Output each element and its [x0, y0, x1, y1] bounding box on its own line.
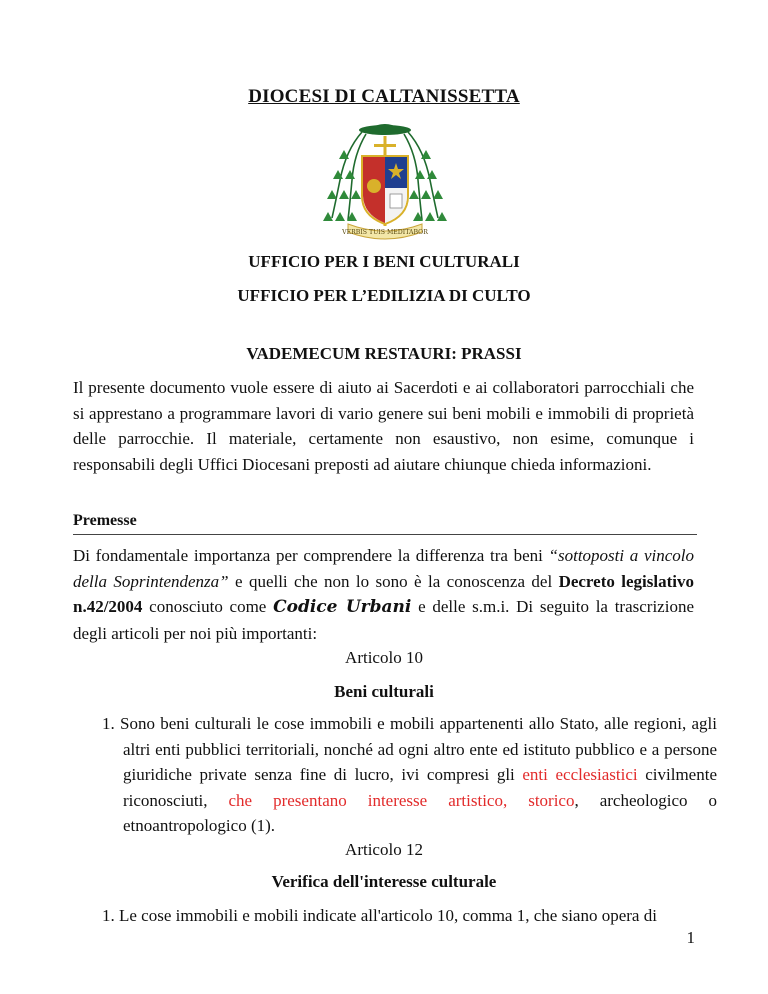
- article-10-text-a: 1. Sono beni culturali le cose immobili e mobili appartenenti allo Stato, alle regioni, agli altri enti pubblici territoriali, nonché ad ogni altro ente ed istituto pubblico e a persone giuridiche private senza fine di lucro, ivi compresi gli: [102, 714, 717, 784]
- document-subject: VADEMECUM RESTAURI: PRASSI: [246, 344, 522, 363]
- premesse-text-1: Di fondamentale importanza per comprendere la differenza tra beni: [73, 546, 549, 565]
- diocese-coat-of-arms: [318, 120, 452, 242]
- premesse-quote: “sottoposti a vincolo della Soprintendenza”: [73, 546, 694, 591]
- office-heading-building: UFFICIO PER L’EDILIZIA DI CULTO: [237, 286, 531, 305]
- article-10-text-c: , archeologico o etnoantropologico (1).: [123, 790, 718, 835]
- premesse-text-2: e quelli che non lo sono è la conoscenza del: [228, 571, 559, 591]
- decree-reference: Decreto legislativo n.42/2004: [73, 571, 694, 616]
- article-10-heading: Beni culturali: [334, 682, 434, 701]
- article-10-label: Articolo 10: [345, 648, 423, 667]
- article-12-heading: Verifica dell'interesse culturale: [271, 872, 497, 891]
- article-12-item-1: 1. Le cose immobili e mobili indicate all'articolo 10, comma 1, che siano opera di: [102, 906, 657, 925]
- page-number: 1: [686, 928, 695, 947]
- article-10-text-b: civilmente riconosciuti,: [123, 765, 717, 810]
- article-10-item-1: [102, 711, 717, 839]
- premesse-text-3: conosciuto come: [142, 597, 274, 616]
- highlight-enti-ecclesiastici: enti ecclesiastici: [522, 765, 638, 784]
- code-name: Codice Urbani: [273, 597, 412, 617]
- section-heading-premesse: Premesse: [73, 512, 697, 535]
- highlight-interesse: che presentano interesse artistico, storico: [228, 790, 575, 810]
- office-heading-culture: UFFICIO PER I BENI CULTURALI: [248, 252, 520, 271]
- intro-paragraph: Il presente documento vuole essere di aiuto ai Sacerdoti e ai collaboratori parrocchiali che si apprestano a programmare lavori di vario genere sui beni mobili e immobili di proprietà delle parrocchie. Il materiale, certamente non esaustivo, non esime, comunque i responsabili degli Uffici Diocesani preposti ad aiutare chiunque chieda informazioni.: [73, 378, 694, 474]
- premesse-paragraph: [73, 543, 694, 646]
- article-12-label: Articolo 12: [345, 840, 423, 859]
- premesse-text-4: e delle s.m.i. Di seguito la trascrizione degli articoli per noi più importanti:: [73, 597, 694, 643]
- crest-motto: VERBIS TUIS MEDITABOR: [342, 229, 428, 236]
- page-title: DIOCESI DI CALTANISSETTA: [248, 86, 520, 107]
